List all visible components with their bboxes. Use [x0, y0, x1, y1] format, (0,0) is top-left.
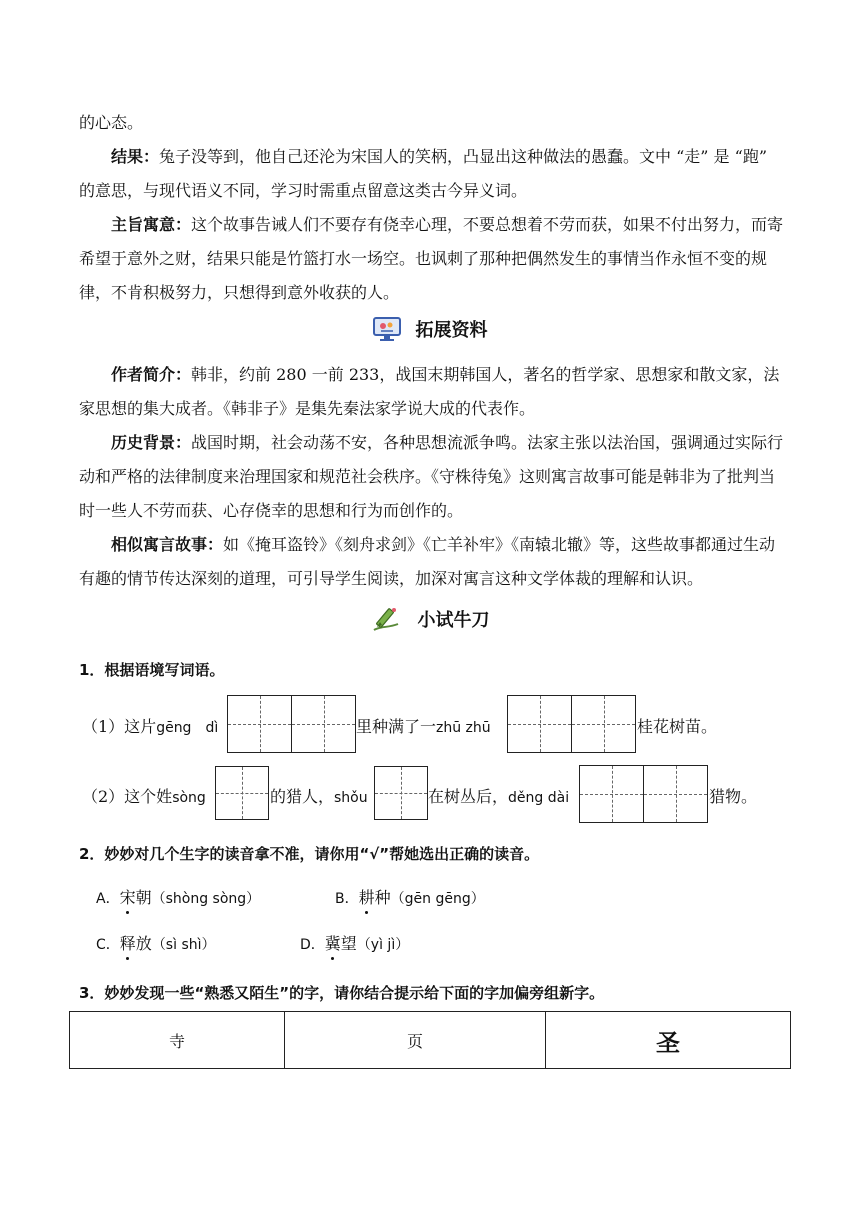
dotted-char: 释: [120, 931, 136, 954]
paragraph-author: [79, 358, 787, 426]
table-cell[interactable]: 寺: [70, 1012, 285, 1069]
paragraph-result: [79, 140, 787, 208]
dotted-char: 冀: [325, 931, 341, 954]
text: 里种满了一: [356, 717, 437, 736]
q1-line-2-prefix: （2）这个姓: [82, 787, 173, 806]
table-cell[interactable]: 页: [285, 1012, 546, 1069]
text: 猎物。: [709, 787, 758, 806]
writing-grid-shou[interactable]: [374, 766, 428, 820]
char: 望: [340, 934, 357, 953]
writing-grid-gengdi[interactable]: [227, 695, 356, 753]
pinyin-options: （shòng sòng）: [151, 891, 261, 907]
option-label: D．: [300, 937, 325, 953]
q1-line-2-mid2: [428, 784, 569, 807]
q1-line-1-prefix: （1）这片: [82, 717, 157, 736]
char: 放: [135, 934, 152, 953]
grid-cell[interactable]: [291, 696, 355, 752]
char: 朝: [135, 888, 152, 907]
text: 在树丛后，: [428, 787, 509, 806]
history-text: 战国时期，社会动荡不安，各种思想流派争鸣。法家主张以法治国，强调通过实际行动和严格的法律制度来治理国家和规范社会秩序。《守株待兔》这则寓言故事可能是韩非为了批判当时一些人不劳而获、心存侥幸的思想和行为而创作的。: [79, 433, 784, 520]
writing-grid-song[interactable]: [215, 766, 269, 820]
table-row: [70, 1012, 791, 1069]
extension-heading: [0, 316, 860, 350]
author-lead: 作者简介：: [111, 365, 192, 384]
pinyin: zhū zhū: [436, 720, 491, 736]
question-1-title: 1．根据语境写词语。: [79, 661, 225, 679]
author-text: 韩非，约前 280 一前 233，战国末期韩国人，著名的哲学家、思想家和散文家，法家思想的集大成者。《韩非子》是集先秦法家学说大成的代表作。: [79, 365, 780, 418]
option-c[interactable]: [96, 931, 216, 954]
dotted-char: 宋: [120, 885, 136, 908]
practice-title: 小试牛刀: [417, 610, 490, 631]
writing-grid-zhuzhu[interactable]: [507, 695, 636, 753]
text: 的猎人，: [270, 787, 335, 806]
grid-cell[interactable]: [508, 696, 571, 752]
grid-cell[interactable]: [580, 766, 643, 822]
theme-text: 这个故事告诫人们不要存有侥幸心理，不要总想着不劳而获，如果不付出努力，而寄希望于意外之财，结果只能是竹篮打水一场空。也讽刺了那种把偶然发生的事情当作永恒不变的规律，不肯积极努力，只想得到意外收获的人。: [79, 215, 784, 302]
result-lead: 结果：: [111, 147, 160, 166]
pinyin-options: （gēn gēng）: [390, 891, 485, 907]
theme-lead: 主旨寓意：: [111, 215, 192, 234]
option-label: B．: [335, 891, 359, 907]
option-a[interactable]: [96, 885, 260, 908]
pinyin: gēng dì: [156, 720, 219, 736]
paragraph-theme: [79, 208, 787, 310]
text: 桂花树苗。: [637, 717, 718, 736]
similar-text: 如《掩耳盗铃》《刻舟求剑》《亡羊补牢》《南辕北辙》等，这些故事都通过生动有趣的情节传达深刻的道理，可引导学生阅读，加深对寓言这种文学体裁的理解和认识。: [79, 535, 776, 588]
pencil-writing-icon: [370, 604, 404, 634]
grid-cell[interactable]: [375, 767, 427, 819]
paragraph-history: [79, 426, 787, 528]
pinyin-options: （sì shì）: [151, 937, 216, 953]
option-label: C．: [96, 937, 120, 953]
result-text: 兔子没等到，他自己还沦为宋国人的笑柄，凸显出这种做法的愚蠢。文中 “走” 是 “跑” 的意思，与现代语义不同，学习时需重点留意这类古今异义词。: [79, 147, 767, 200]
grid-cell[interactable]: [228, 696, 291, 752]
text: 的心态。: [79, 113, 144, 132]
pinyin-options: （yì jì）: [356, 937, 410, 953]
paragraph-similar: [79, 528, 787, 596]
pinyin: děng dài: [508, 790, 570, 806]
q1-line-1-suffix: [637, 714, 717, 737]
pinyin: shǒu: [334, 790, 368, 806]
computer-icon: [372, 316, 402, 342]
paragraph-intro-end: [79, 106, 787, 140]
pinyin: sòng: [172, 790, 206, 806]
q1-line-1: [82, 714, 218, 737]
q1-line-2-suffix: [709, 784, 757, 807]
extension-title: 拓展资料: [415, 320, 488, 341]
char: 种: [374, 888, 391, 907]
q1-line-2-mid1: [270, 784, 368, 807]
writing-grid-dengdai[interactable]: [579, 765, 708, 823]
similar-lead: 相似寓言故事：: [111, 535, 224, 554]
option-b[interactable]: [335, 885, 485, 908]
option-label: A．: [96, 891, 120, 907]
option-d[interactable]: [300, 931, 409, 954]
practice-heading: [0, 604, 860, 638]
grid-cell[interactable]: [643, 766, 707, 822]
dotted-char: 耕: [359, 885, 375, 908]
question-3-title: 3．妙妙发现一些“熟悉又陌生”的字，请你结合提示给下面的字加偏旁组新字。: [79, 984, 605, 1002]
q1-line-2: [82, 784, 206, 807]
grid-cell[interactable]: [571, 696, 635, 752]
radical-table: [69, 1011, 791, 1069]
history-lead: 历史背景：: [111, 433, 192, 452]
grid-cell[interactable]: [216, 767, 268, 819]
q1-line-1-mid: [356, 714, 491, 737]
table-cell[interactable]: 圣: [546, 1012, 791, 1069]
question-2-title: 2．妙妙对几个生字的读音拿不准，请你用“√”帮她选出正确的读音。: [79, 845, 540, 863]
